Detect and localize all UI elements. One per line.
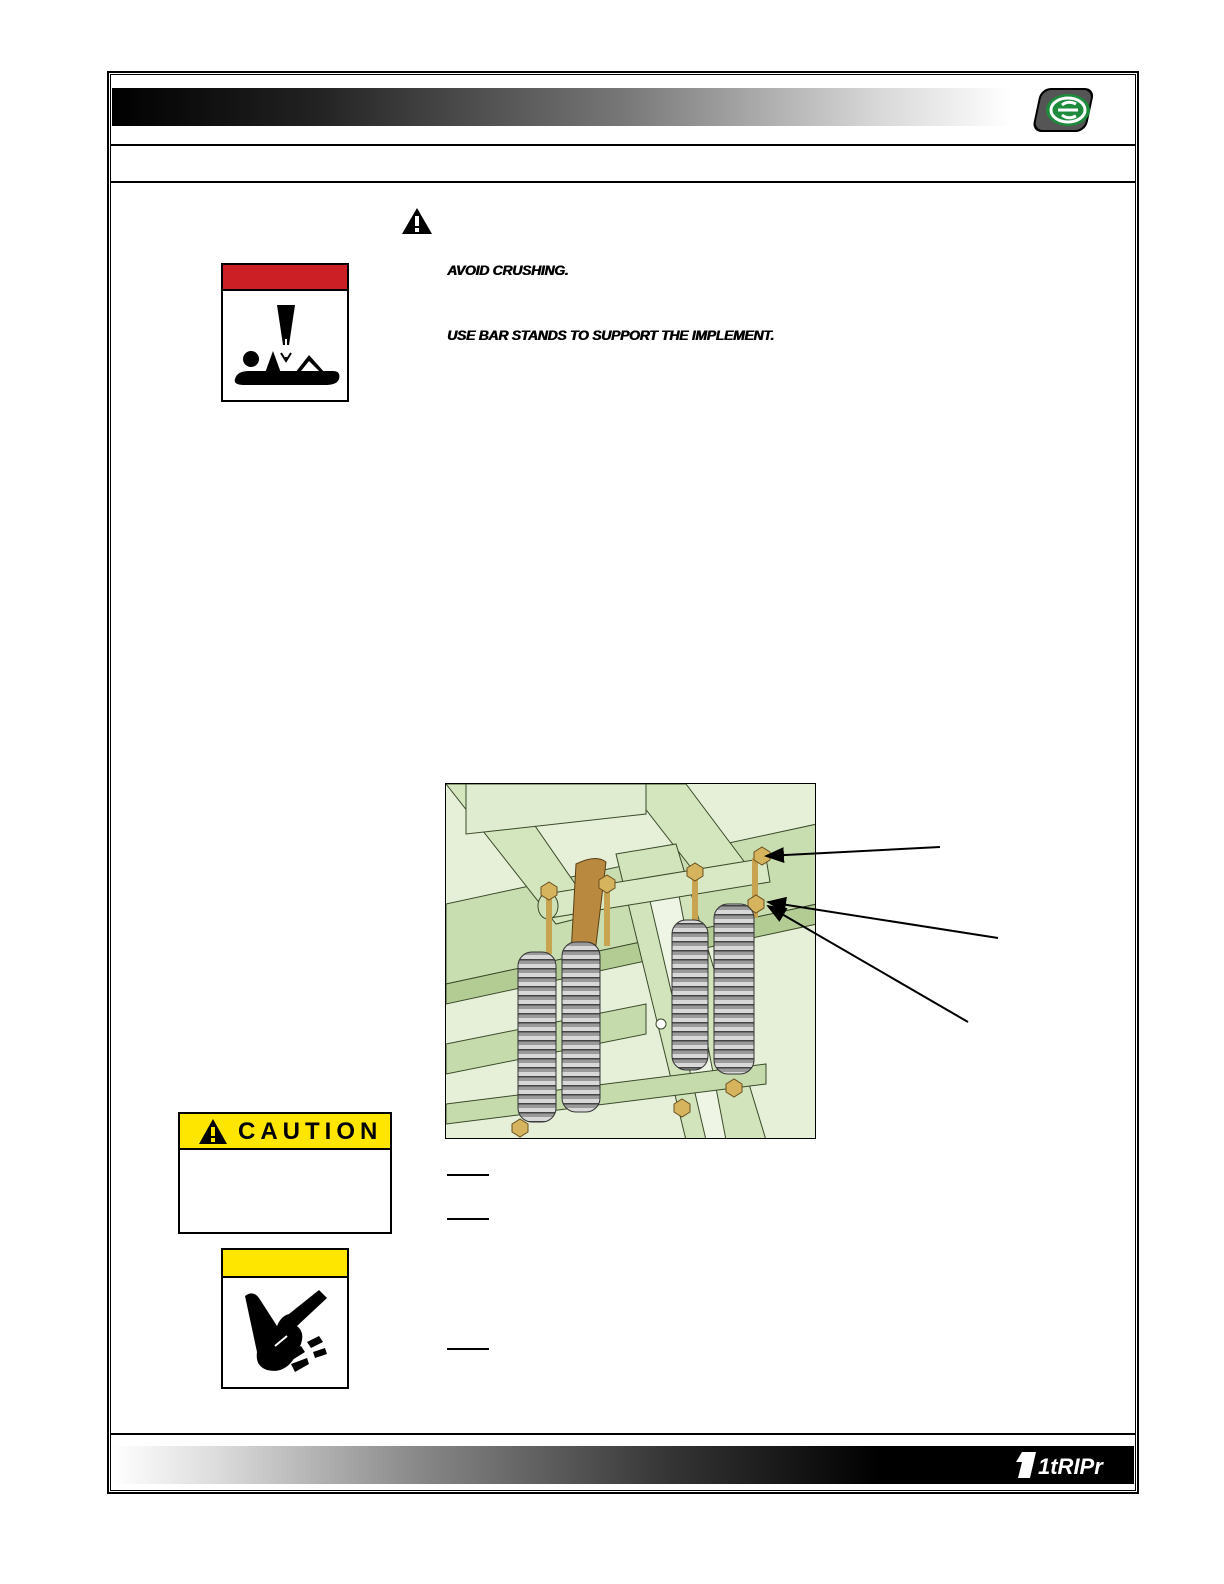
hand-crush-hazard-icon [237,1286,337,1382]
footer-rule [110,1433,1136,1435]
header-rule-top [110,144,1136,146]
hand-crush-hazard-sign [221,1248,349,1389]
note-underline-1 [447,1174,489,1176]
caution-sign [178,1112,392,1234]
callout-leader-lines [740,830,1020,1030]
crush-hazard-sign [221,263,349,402]
header-rule-bottom [110,181,1136,183]
green-oval-e-logo-icon [1032,83,1104,137]
footer-gradient-bar [112,1446,1134,1484]
warning-triangle-icon [400,206,434,236]
caution-triangle-icon [198,1118,228,1145]
caution-header-band [180,1114,390,1150]
brand-text: 1tRIPr [1038,1454,1103,1479]
crush-hazard-icon [229,295,341,395]
note-underline-2 [447,1218,489,1220]
caution-yellow-band [223,1250,347,1278]
1tripr-brand-logo-icon [1014,1448,1122,1482]
warning-line-bar-stands: USE BAR STANDS TO SUPPORT THE IMPLEMENT. [447,327,774,343]
danger-header-band [223,265,347,291]
header-gradient-bar [112,88,1134,126]
caution-word: CAUTION [238,1118,383,1145]
note-underline-3 [447,1348,489,1350]
warning-line-avoid-crushing: AVOID CRUSHING. [447,262,569,278]
